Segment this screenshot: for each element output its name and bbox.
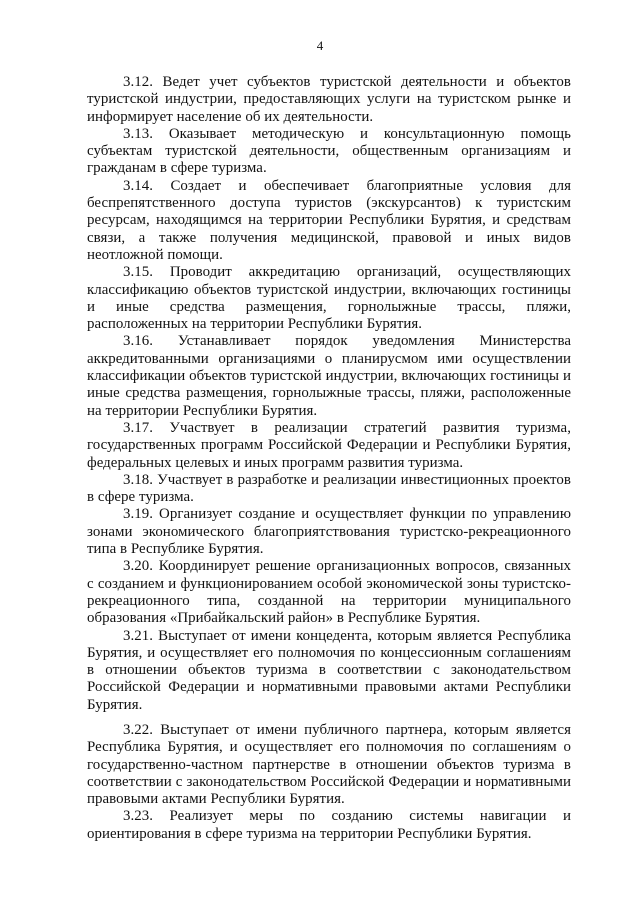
page-number: 4	[316, 38, 324, 53]
paragraph-3-18: 3.18. Участвует в разработке и реализации инвестиционных проектов в сфере туризма.	[87, 471, 571, 506]
paragraph-3-19: 3.19. Организует создание и осуществляет функции по управлению зонами экономического благоприятствования туристско-рекреационного типа в Республике Бурятия.	[87, 506, 571, 558]
document-body	[87, 74, 571, 843]
paragraph-3-22: 3.22. Выступает от имени публичного партнера, которым является Республика Бурятия, и осуществляет его полномочия по соглашениям о государственно-частном партнерстве в отношении объектов туризма в соответствии с законодательством Российской Федерации и нормативными правовыми актами Республики Бурятия.	[87, 721, 571, 808]
paragraph-3-14: 3.14. Создает и обеспечивает благоприятные условия для беспрепятственного доступа туристов (экскурсантов) к туристским ресурсам, находящимся на территории Республики Бурятия, и средствам связи, а также получения медицинской, правовой и иных видов неотложной помощи.	[87, 177, 571, 263]
paragraph-3-21: 3.21. Выступает от имени концедента, которым является Республика Бурятия, и осуществляет его полномочия по концессионным соглашениям в отношении объектов туризма в соответствии с законодательством Российской Федерации и нормативными правовыми актами Республики Бурятия.	[87, 627, 571, 713]
paragraph-3-13: 3.13. Оказывает методическую и консультационную помощь субъектам туристской деятельности, общественным организациям и гражданам в сфере туризма.	[87, 125, 571, 177]
paragraph-3-17: 3.17. Участвует в реализации стратегий развития туризма, государственных программ Российской Федерации и Республики Бурятия, федеральных целевых и иных программ развития туризма.	[87, 419, 571, 471]
paragraph-3-15: 3.15. Проводит аккредитацию организаций, осуществляющих классификацию объектов туристской индустрии, включающих гостиницы и иные средства размещения, горнолыжные трассы, пляжи, расположенных на территории Республики Бурятия.	[87, 264, 571, 333]
paragraph-3-23: 3.23. Реализует меры по созданию системы навигации и ориентирования в сфере туризма на территории Республики Бурятия.	[87, 808, 571, 842]
paragraph-3-20: 3.20. Координирует решение организационных вопросов, связанных с созданием и функционированием особой экономической зоны туристско-рекреационного типа, созданной на территории муниципального образования «Прибайкальский район» в Республике Бурятия.	[87, 558, 571, 627]
paragraph-3-16: 3.16. Устанавливает порядок уведомления Министерства аккредитованными организациями о планирусмом ими осуществлении классификации объектов туристской индустрии, включающих гостиницы и иные средства размещения, горнолыжные трассы, пляжи, расположенные на территории Республики Бурятия.	[87, 333, 571, 419]
paragraph-3-12: 3.12. Ведет учет субъектов туристской деятельности и объектов туристской индустрии, предоставляющих услуги на туристском рынке и информирует население об их деятельности.	[87, 74, 571, 125]
